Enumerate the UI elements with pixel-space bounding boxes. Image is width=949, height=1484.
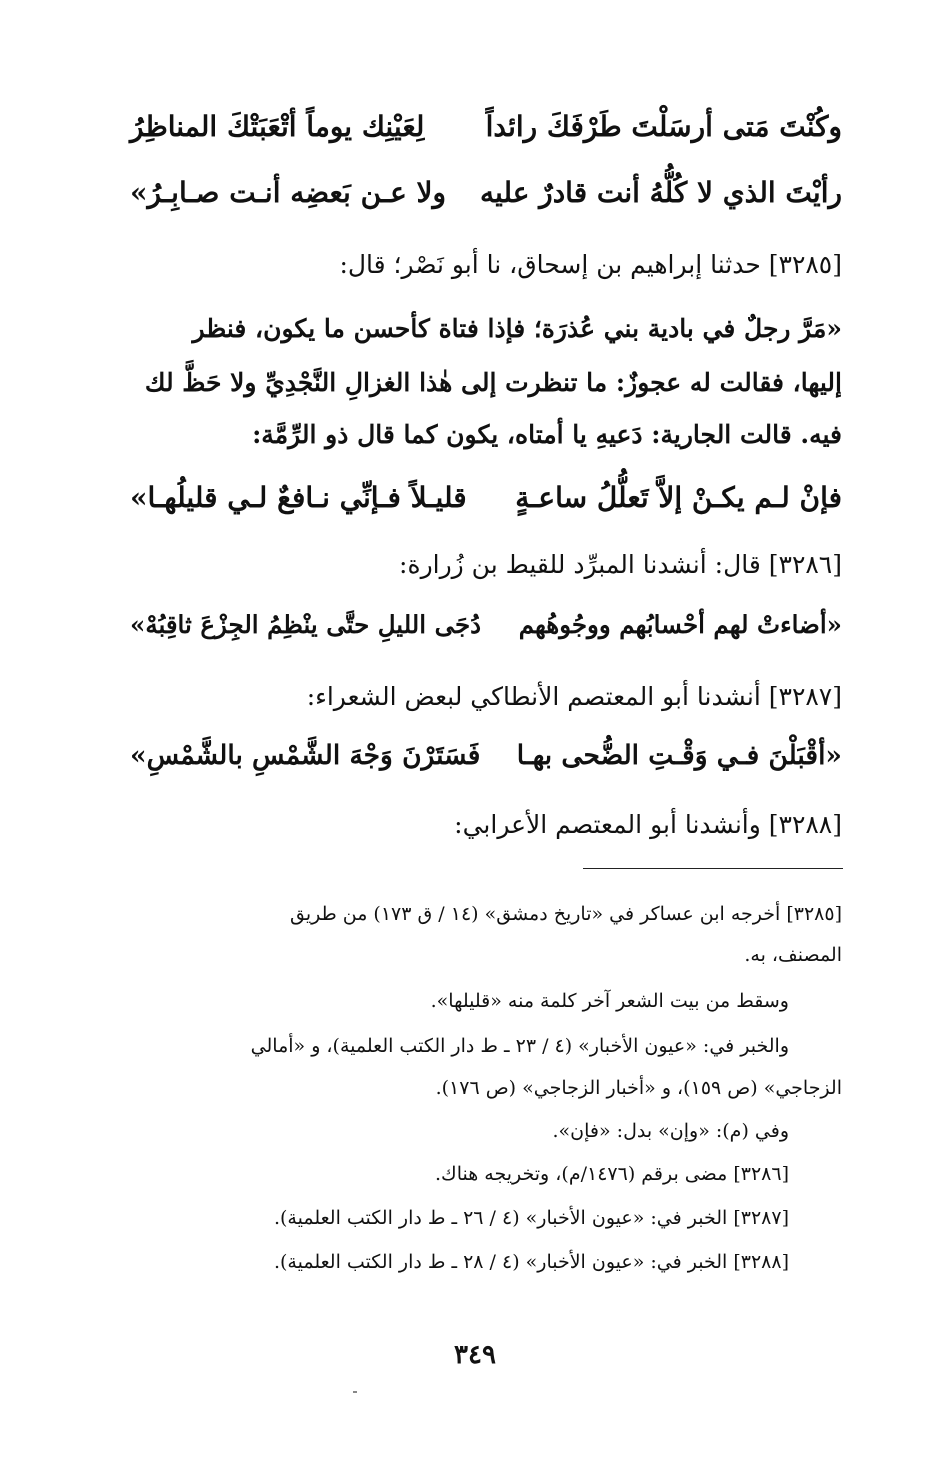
verse-line <box>130 110 842 154</box>
entry-heading-3286: [٣٢٨٦] قال: أنشدنا المبرِّد للقيط بن زُرارة: <box>399 550 842 579</box>
verse-hemistich-first: فإنْ لـم يكـنْ إلاَّ تَعلُّلُ ساعـةٍ <box>515 481 842 514</box>
footnote-line: وفي (م): «وإن» بدل: «فإن». <box>552 1120 789 1142</box>
entry-heading-3288: [٣٢٨٨] وأنشدنا أبو المعتصم الأعرابي: <box>454 810 842 839</box>
verse-hemistich-second: دُجَى الليلِ حتَّى ينْظِمُ الجِزْعَ ثاقِبُهْ» <box>130 610 482 639</box>
verse-hemistich-second: فَسَتَرْنَ وَجْهَ الشَّمْسِ بالشَّمْسِ» <box>130 740 481 771</box>
footnote-line: [٣٢٨٦] مضى برقم (١٤٧٦/م)، وتخريجه هناك. <box>435 1163 789 1185</box>
prose-line: «مَرَّ رجلٌ في بادية بني عُذرَة؛ فإذا فتاة كأحسن ما يكون، فنظر <box>192 314 842 343</box>
verse-line <box>130 176 842 220</box>
verse-hemistich-second: ولا عـن بَعضِه أنـت صـابِـرُ» <box>130 176 447 209</box>
prose-line: فيه. قالت الجارية: دَعيهِ يا أمتاه، يكون كما قال ذو الرِّمَّة: <box>252 420 842 449</box>
verse-hemistich-second: قليـلاً فـإنِّي نـافعٌ لـي قليلُهـا» <box>130 481 467 514</box>
verse-hemistich-first: «أضاءتْ لهم أحْسابُهم ووجُوهُهم <box>518 610 842 639</box>
footnote-line: [٣٢٨٨] الخبر في: «عيون الأخبار» (٤ / ٢٨ ـ ط دار الكتب العلمية). <box>273 1251 789 1273</box>
verse-hemistich-first: «أقْبَلْنَ فـي وَقْـتِ الضُّحى بهـا <box>516 740 842 771</box>
verse-line <box>130 610 842 654</box>
verse-line <box>130 481 842 525</box>
verse-hemistich-first: رأيْتَ الذي لا كُلُّهُ أنت قادرٌ عليه <box>480 176 842 209</box>
footnote-divider <box>583 868 843 869</box>
footnote-line: المصنف، به. <box>744 944 842 966</box>
footnote-line: [٣٢٨٧] الخبر في: «عيون الأخبار» (٤ / ٢٦ ـ ط دار الكتب العلمية). <box>273 1207 789 1229</box>
verse-hemistich-second: لِعَيْنِك يوماً أتْعَبَتْكَ المناظِرُ <box>130 110 425 143</box>
verse-hemistich-first: وكُنْتَ مَتى أرسَلْتَ طَرْفَكَ رائداً <box>485 110 842 143</box>
footnote-line: وسقط من بيت الشعر آخر كلمة منه «قليلها». <box>430 990 789 1012</box>
verse-line <box>130 740 842 784</box>
footnote-line: والخبر في: «عيون الأخبار» (٤ / ٢٣ ـ ط دار الكتب العلمية)، و «أمالي <box>250 1035 789 1057</box>
prose-line: إليها، فقالت له عجوزٌ: ما تنظرت إلى هٰذا الغزالِ النَّجْدِيِّ ولا حَظَّ لك <box>144 368 842 397</box>
scan-speck <box>353 1391 357 1393</box>
footnote-line: [٣٢٨٥] أخرجه ابن عساكر في «تاريخ دمشق» (١٤ / ق ١٧٣) من طريق <box>289 903 842 925</box>
entry-heading-3285: [٣٢٨٥] حدثنا إبراهيم بن إسحاق، نا أبو نَصْر؛ قال: <box>339 250 842 279</box>
footnote-line: الزجاجي» (ص ١٥٩)، و «أخبار الزجاجي» (ص ١٧٦). <box>435 1077 842 1099</box>
entry-heading-3287: [٣٢٨٧] أنشدنا أبو المعتصم الأنطاكي لبعض الشعراء: <box>306 682 842 711</box>
page-number: ٣٤٩ <box>454 1340 496 1370</box>
